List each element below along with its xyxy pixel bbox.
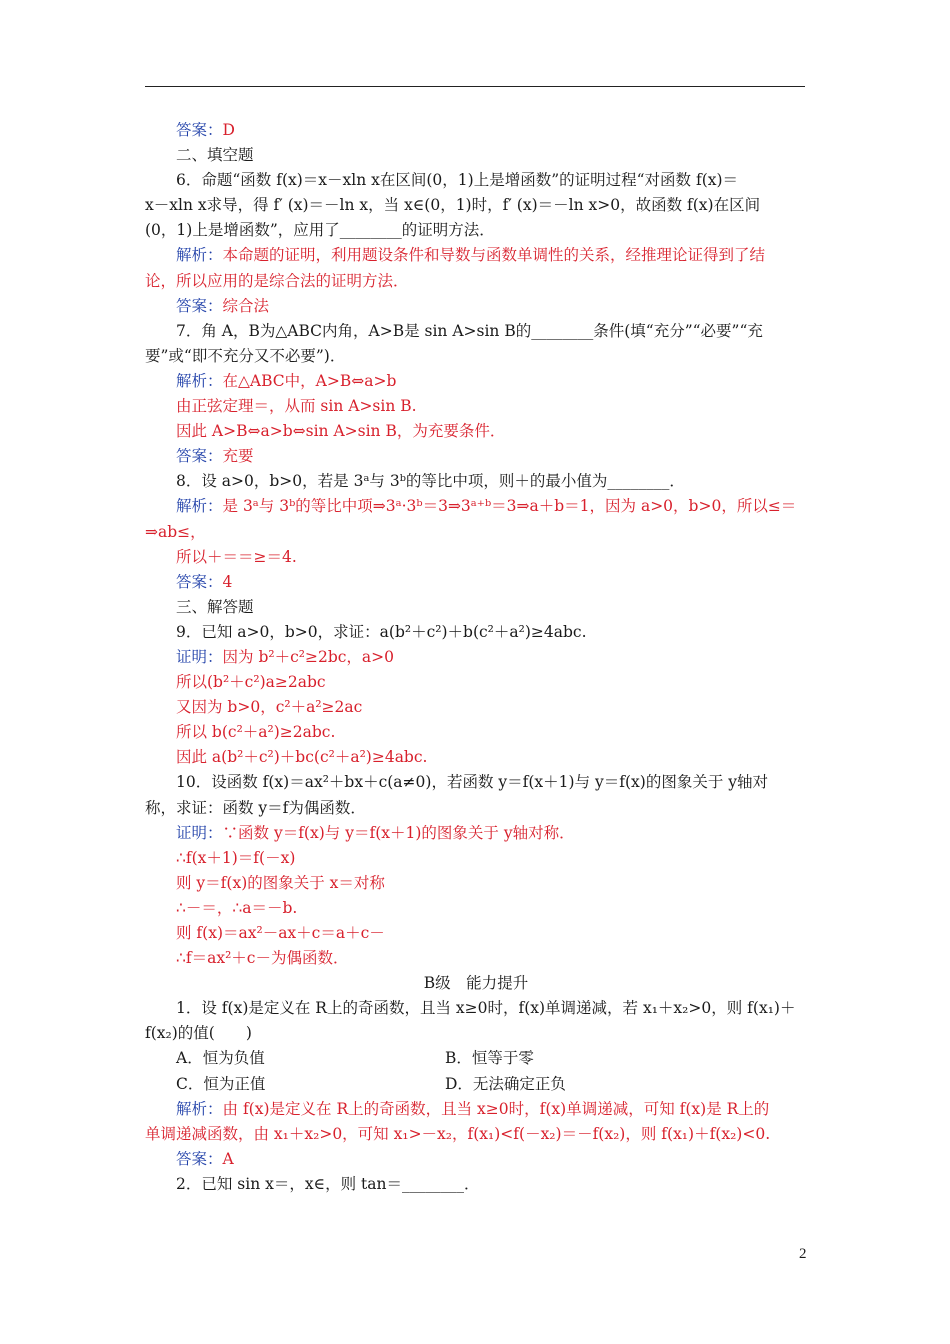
page-number: 2 — [799, 1246, 807, 1262]
answer-label: 解析： — [176, 497, 223, 516]
answer-text: D — [222, 121, 235, 139]
answer-text: 由 f(x)是定义在 R上的奇函数，且当 x≥0时，f(x)单调递减，可知 f(x)是 R上的 — [222, 1099, 770, 1118]
text-line — [145, 294, 807, 319]
answer-text: 是 3ᵃ与 3ᵇ的等比中项⇒3ᵃ·3ᵇ＝3⇒3ᵃ⁺ᵇ＝3⇒a＋b＝1，因为 a>0，b>0，所以≤＝ — [222, 497, 797, 516]
answer-text: 4 — [222, 572, 233, 591]
text-line — [145, 494, 807, 519]
text-line — [145, 821, 807, 846]
text-line: 所以＋＝＝≥＝4. — [176, 547, 297, 566]
text-line: 10．设函数 f(x)＝ax²＋bx＋c(a≠0)，若函数 y＝f(x＋1)与 y＝f(x)的图象关于 y轴对 — [176, 773, 769, 792]
answer-label: 证明： — [176, 647, 223, 666]
choice-option: D．无法确定正负 — [445, 1074, 566, 1093]
answer-label: 答案： — [176, 296, 223, 315]
text-line: 因此 A>B⇔a>b⇔sin A>sin B，为充要条件． — [176, 422, 506, 441]
text-line: 要”或“即不充分又不必要”)． — [145, 346, 346, 365]
text-line — [145, 1072, 807, 1097]
section-heading: B级 能力提升 — [423, 974, 529, 993]
answer-label: 解析： — [176, 371, 223, 390]
header-rule — [145, 86, 805, 87]
text-line: 6．命题“函数 f(x)＝x－xln x在区间(0，1)上是增函数”的证明过程“对函数 f(x)＝ — [176, 171, 739, 190]
answer-text: ∵函数 y＝f(x)与 y＝f(x＋1)的图象关于 y轴对称． — [222, 823, 575, 842]
choice-option: B．恒等于零 — [445, 1049, 534, 1068]
text-line: 由正弦定理＝，从而 sin A>sin B. — [176, 397, 417, 416]
text-line: 二、填空题 — [176, 146, 254, 165]
text-line: 9．已知 a>0，b>0，求证：a(b²＋c²)＋b(c²＋a²)≥4abc. — [176, 622, 587, 641]
text-line — [145, 118, 807, 143]
text-line: 单调递减函数，由 x₁＋x₂>0，可知 x₁>－x₂，f(x₁)<f(－x₂)＝－f(x₂)，则 f(x₁)＋f(x₂)<0. — [145, 1124, 771, 1143]
answer-text: 在△ABC中，A>B⇔a>b — [222, 371, 397, 390]
text-line: 因此 a(b²＋c²)＋bc(c²＋a²)≥4abc. — [176, 748, 428, 767]
answer-text: 本命题的证明，利用题设条件和导数与函数单调性的关系，经推理论证得到了结 — [222, 246, 766, 265]
answer-label: 答案： — [176, 447, 223, 466]
text-line: 则 f(x)＝ax²－ax＋c＝a＋c－ — [176, 924, 385, 942]
text-line: 1．设 f(x)是定义在 R上的奇函数，且当 x≥0时，f(x)单调递减，若 x₁＋x₂>0，则 f(x₁)＋ — [176, 999, 796, 1018]
choice-option: A．恒为负值 — [176, 1049, 265, 1068]
text-line: 所以 b(c²＋a²)≥2abc. — [176, 723, 336, 742]
text-line: 8．设 a>0，b>0，若是 3ᵃ与 3ᵇ的等比中项，则＋的最小值为________． — [176, 472, 685, 491]
text-line: (0，1)上是增函数”，应用了________的证明方法． — [145, 221, 495, 240]
text-line — [145, 444, 807, 469]
text-line: 则 y＝f(x)的图象关于 x＝对称 — [176, 873, 385, 892]
text-line: ∴f＝ax²＋c－为偶函数． — [176, 949, 349, 968]
text-line — [145, 243, 807, 268]
choice-option: C．恒为正值 — [176, 1074, 266, 1093]
text-line — [145, 1097, 807, 1122]
text-line: f(x₂)的值( ) — [145, 1024, 252, 1043]
text-line: ∴－＝，∴a＝－b. — [176, 898, 298, 917]
answer-label: 答案： — [176, 1149, 223, 1168]
text-line: ∴f(x＋1)＝f(－x) — [176, 848, 296, 867]
text-line: 2．已知 sin x＝，x∈，则 tan＝________． — [176, 1174, 480, 1193]
text-line — [145, 1147, 807, 1172]
document-body — [145, 118, 807, 1197]
text-line: 称，求证：函数 y＝f为偶函数． — [145, 798, 366, 817]
answer-text: 综合法 — [222, 296, 270, 315]
text-line: 7．角 A，B为△ABC内角，A>B是 sin A>sin B的________条件(填“充分”“必要”“充 — [176, 321, 763, 340]
text-line: 所以(b²＋c²)a≥2abc — [176, 673, 326, 692]
text-line: 又因为 b>0，c²＋a²≥2ac — [176, 698, 363, 717]
text-line — [145, 570, 807, 595]
text-line — [145, 369, 807, 394]
answer-text: 因为 b²＋c²≥2bc，a>0 — [222, 647, 395, 666]
answer-text: 充要 — [222, 447, 254, 466]
answer-label: 答案： — [176, 572, 223, 591]
answer-text: A — [222, 1149, 234, 1168]
answer-label: 解析： — [176, 1099, 223, 1118]
text-line — [145, 1046, 807, 1071]
text-line: 三、解答题 — [176, 597, 254, 616]
text-line — [145, 645, 807, 670]
text-line: 论，所以应用的是综合法的证明方法． — [145, 271, 409, 290]
answer-label: 证明： — [176, 823, 223, 842]
text-line: ⇒ab≤， — [145, 522, 206, 541]
text-line: x－xln x求导，得 f′ (x)＝－ln x，当 x∈(0，1)时，f′ (x)＝－ln x>0，故函数 f(x)在区间 — [145, 196, 761, 215]
answer-label: 解析： — [176, 246, 223, 265]
answer-label: 答案： — [176, 121, 223, 139]
